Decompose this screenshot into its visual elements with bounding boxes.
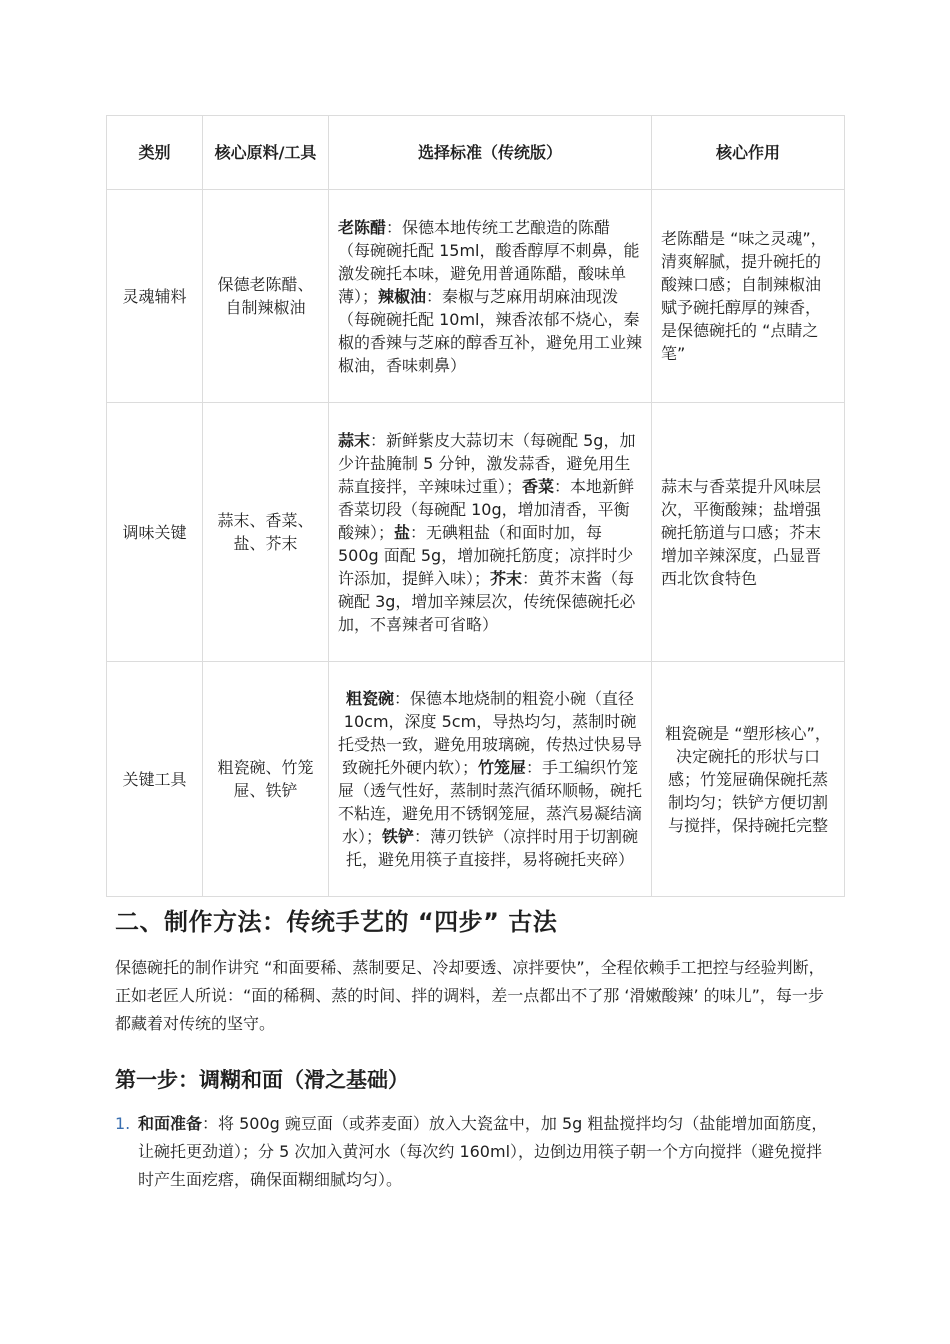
term-label: 老陈醋 (338, 217, 387, 237)
list-number: 1. (115, 1114, 131, 1133)
header-items: 核心原料/工具 (203, 116, 329, 190)
term-text: ：保德本地传统工艺酿造的陈醋（每碗碗托配 15ml，酸香醇厚不刺鼻，能激发碗托本味，避免用普通陈醋，酸味单薄）； (338, 217, 640, 306)
term-text: ：黄芥末酱（每碗配 3g，增加辛辣层次，传统保德碗托必加，不喜辣者可省略） (338, 568, 636, 634)
row-category: 调味关键 (107, 403, 203, 662)
intro-paragraph: 保德碗托的制作讲究 “和面要稀、蒸制要足、冷却要透、凉拌要快”，全程依赖手工把控与经验判断，正如老匠人所说：“面的稀稠、蒸的时间、拌的调料，差一点都出不了那 ‘滑嫩酸辣’ 的味儿”，每一步都藏着对传统的坚守。 (115, 958, 825, 1033)
list-item (115, 1110, 835, 1194)
row-items: 蒜末、香菜、盐、芥末 (203, 403, 329, 662)
header-category: 类别 (107, 116, 203, 190)
term-label: 辣椒油 (378, 286, 427, 306)
row-items: 保德老陈醋、自制辣椒油 (203, 190, 329, 403)
step-heading: 第一步：调糊和面（滑之基础） (115, 1068, 409, 1092)
row-category: 灵魂辅料 (107, 190, 203, 403)
table-row (107, 403, 845, 662)
row-category: 关键工具 (107, 662, 203, 897)
term-text: ：秦椒与芝麻用胡麻油现泼（每碗碗托配 10ml，辣香浓郁不烧心，秦椒的香辣与芝麻的醇香互补，避免用工业辣椒油，香味刺鼻） (338, 286, 643, 375)
header-standard: 选择标准（传统版） (329, 116, 652, 190)
row-effect: 粗瓷碗是 “塑形核心”，决定碗托的形状与口感；竹笼屉确保碗托蒸制均匀；铁铲方便切割与搅拌，保持碗托完整 (652, 662, 845, 897)
row-effect: 蒜末与香菜提升风味层次，平衡酸辣；盐增强碗托筋道与口感；芥末增加辛辣深度，凸显晋西北饮食特色 (652, 403, 845, 662)
term-label: 芥末 (490, 568, 523, 588)
section-heading: 二、制作方法：传统手艺的 “四步” 古法 (115, 908, 558, 936)
table-row (107, 662, 845, 897)
term-label: 蒜末 (338, 430, 371, 450)
term-label: 铁铲 (381, 827, 414, 846)
term-label: 粗瓷碗 (345, 689, 394, 708)
table-header-row (107, 116, 845, 190)
row-standard (329, 662, 652, 897)
term-text: ：薄刃铁铲（凉拌时用于切割碗托，避免用筷子直接拌，易将碗托夹碎） (345, 827, 639, 869)
term-text: ：新鲜紫皮大蒜切末（每碗配 5g，加少许盐腌制 5 分钟，激发蒜香，避免用生蒜直接拌，辛辣味过重）； (338, 430, 636, 496)
term-text: ：保德本地烧制的粗瓷小碗（直径 10cm，深度 5cm，导热均匀，蒸制时碗托受热一致，避免用玻璃碗，传热过快易导致碗托外硬内软）； (338, 689, 643, 777)
table-row (107, 190, 845, 403)
row-standard (329, 190, 652, 403)
term-text: ：无碘粗盐（和面时加，每 500g 面配 5g，增加碗托筋度；凉拌时少许添加，提鲜入味）； (338, 522, 634, 588)
term-text: ：本地新鲜香菜切段（每碗配 10g，增加清香，平衡酸辣）； (338, 476, 635, 542)
row-standard (329, 403, 652, 662)
term-label: 香菜 (522, 476, 555, 496)
term-text: ：手工编织竹笼屉（透气性好，蒸制时蒸汽循环顺畅，碗托不粘连，避免用不锈钢笼屉，蒸汽易凝结滴水）； (338, 758, 643, 846)
term-label: 竹笼屉 (477, 758, 526, 777)
row-effect: 老陈醋是 “味之灵魂”，清爽解腻，提升碗托的酸辣口感；自制辣椒油赋予碗托醇厚的辣香，是保德碗托的 “点睛之笔” (652, 190, 845, 403)
list-item-text: ：将 500g 豌豆面（或荞麦面）放入大瓷盆中，加 5g 粗盐搅拌均匀（盐能增加面筋度，让碗托更劲道）；分 5 次加入黄河水（每次约 160ml），边倒边用筷子朝一个方向搅拌（避免搅拌时产生面疙瘩，确保面糊细腻均匀）。 (138, 1114, 828, 1189)
row-items: 粗瓷碗、竹笼屉、铁铲 (203, 662, 329, 897)
list-item-title: 和面准备 (138, 1114, 203, 1133)
list-item-body (138, 1110, 835, 1194)
term-label: 盐 (394, 522, 411, 542)
header-effect: 核心作用 (652, 116, 845, 190)
ingredients-table (106, 115, 845, 897)
